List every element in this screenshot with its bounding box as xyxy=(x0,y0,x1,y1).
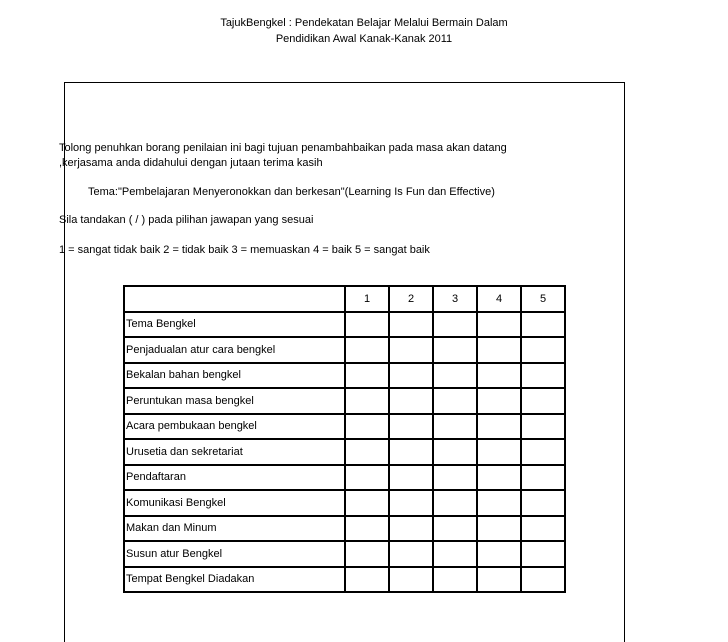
criterion-label: Acara pembukaan bengkel xyxy=(124,414,345,440)
theme-line: Tema:"Pembelajaran Menyeronokkan dan berkesan"(Learning Is Fun dan Effective) xyxy=(88,186,495,198)
rating-cell-4[interactable] xyxy=(477,516,521,542)
rating-cell-2[interactable] xyxy=(389,312,433,338)
criterion-label: Tema Bengkel xyxy=(124,312,345,338)
rating-scale-legend: 1 = sangat tidak baik 2 = tidak baik 3 = memuaskan 4 = baik 5 = sangat baik xyxy=(59,244,430,256)
rating-table-body xyxy=(124,312,565,593)
rating-cell-1[interactable] xyxy=(345,439,389,465)
table-row xyxy=(124,439,565,465)
rating-cell-1[interactable] xyxy=(345,516,389,542)
rating-cell-4[interactable] xyxy=(477,490,521,516)
rating-cell-4[interactable] xyxy=(477,388,521,414)
rating-cell-5[interactable] xyxy=(521,439,565,465)
rating-cell-4[interactable] xyxy=(477,363,521,389)
rating-cell-5[interactable] xyxy=(521,388,565,414)
rating-cell-2[interactable] xyxy=(389,490,433,516)
title-line-2: Pendidikan Awal Kanak-Kanak 2011 xyxy=(275,33,453,45)
criterion-label: Makan dan Minum xyxy=(124,516,345,542)
rating-table xyxy=(123,285,566,593)
rating-cell-1[interactable] xyxy=(345,490,389,516)
rating-cell-2[interactable] xyxy=(389,337,433,363)
criterion-label: Peruntukan masa bengkel xyxy=(124,388,345,414)
rating-cell-5[interactable] xyxy=(521,465,565,491)
score-header-4: 4 xyxy=(477,286,521,312)
rating-cell-5[interactable] xyxy=(521,516,565,542)
rating-cell-4[interactable] xyxy=(477,541,521,567)
rating-cell-2[interactable] xyxy=(389,465,433,491)
rating-cell-4[interactable] xyxy=(477,414,521,440)
rating-cell-1[interactable] xyxy=(345,414,389,440)
rating-cell-1[interactable] xyxy=(345,337,389,363)
rating-cell-4[interactable] xyxy=(477,312,521,338)
rating-table-header xyxy=(124,286,565,312)
criterion-label: Tempat Bengkel Diadakan xyxy=(124,567,345,593)
intro-line-2: ,kerjasama anda didahului dengan jutaan terima kasih xyxy=(59,156,323,169)
score-header-2: 2 xyxy=(389,286,433,312)
rating-cell-3[interactable] xyxy=(433,414,477,440)
table-row xyxy=(124,388,565,414)
rating-cell-1[interactable] xyxy=(345,388,389,414)
rating-cell-1[interactable] xyxy=(345,567,389,593)
criterion-label: Penjadualan atur cara bengkel xyxy=(124,337,345,363)
header-blank-cell xyxy=(124,286,345,312)
rating-cell-2[interactable] xyxy=(389,388,433,414)
table-row xyxy=(124,312,565,338)
rating-cell-4[interactable] xyxy=(477,465,521,491)
rating-cell-5[interactable] xyxy=(521,414,565,440)
rating-cell-5[interactable] xyxy=(521,312,565,338)
criterion-label: Komunikasi Bengkel xyxy=(124,490,345,516)
rating-cell-3[interactable] xyxy=(433,337,477,363)
criterion-label: Pendaftaran xyxy=(124,465,345,491)
score-header-1: 1 xyxy=(345,286,389,312)
rating-cell-1[interactable] xyxy=(345,541,389,567)
rating-cell-3[interactable] xyxy=(433,388,477,414)
rating-cell-5[interactable] xyxy=(521,337,565,363)
rating-cell-3[interactable] xyxy=(433,363,477,389)
rating-cell-3[interactable] xyxy=(433,465,477,491)
document-title xyxy=(0,15,728,47)
rating-cell-4[interactable] xyxy=(477,439,521,465)
rating-cell-5[interactable] xyxy=(521,490,565,516)
criterion-label: Susun atur Bengkel xyxy=(124,541,345,567)
table-row xyxy=(124,465,565,491)
rating-cell-5[interactable] xyxy=(521,363,565,389)
rating-cell-2[interactable] xyxy=(389,567,433,593)
rating-cell-1[interactable] xyxy=(345,465,389,491)
rating-cell-2[interactable] xyxy=(389,363,433,389)
table-row xyxy=(124,541,565,567)
rating-cell-3[interactable] xyxy=(433,312,477,338)
rating-cell-3[interactable] xyxy=(433,567,477,593)
rating-cell-2[interactable] xyxy=(389,414,433,440)
rating-cell-3[interactable] xyxy=(433,490,477,516)
score-header-5: 5 xyxy=(521,286,565,312)
rating-cell-3[interactable] xyxy=(433,541,477,567)
rating-cell-5[interactable] xyxy=(521,567,565,593)
intro-paragraph xyxy=(59,141,507,170)
table-row xyxy=(124,414,565,440)
rating-cell-5[interactable] xyxy=(521,541,565,567)
rating-cell-1[interactable] xyxy=(345,312,389,338)
rating-cell-4[interactable] xyxy=(477,567,521,593)
rating-cell-3[interactable] xyxy=(433,516,477,542)
table-row xyxy=(124,567,565,593)
rating-cell-3[interactable] xyxy=(433,439,477,465)
table-row xyxy=(124,516,565,542)
criterion-label: Urusetia dan sekretariat xyxy=(124,439,345,465)
rating-cell-2[interactable] xyxy=(389,516,433,542)
table-row xyxy=(124,337,565,363)
score-header-3: 3 xyxy=(433,286,477,312)
criterion-label: Bekalan bahan bengkel xyxy=(124,363,345,389)
rating-cell-2[interactable] xyxy=(389,541,433,567)
title-line-1: TajukBengkel : Pendekatan Belajar Melalui Bermain Dalam xyxy=(220,17,508,29)
rating-cell-4[interactable] xyxy=(477,337,521,363)
rating-cell-2[interactable] xyxy=(389,439,433,465)
table-row xyxy=(124,363,565,389)
instruction-line: Sila tandakan ( / ) pada pilihan jawapan yang sesuai xyxy=(59,214,314,226)
intro-line-1: Tolong penuhkan borang penilaian ini bagi tujuan penambahbaikan pada masa akan datang xyxy=(59,142,507,154)
rating-cell-1[interactable] xyxy=(345,363,389,389)
table-row xyxy=(124,490,565,516)
